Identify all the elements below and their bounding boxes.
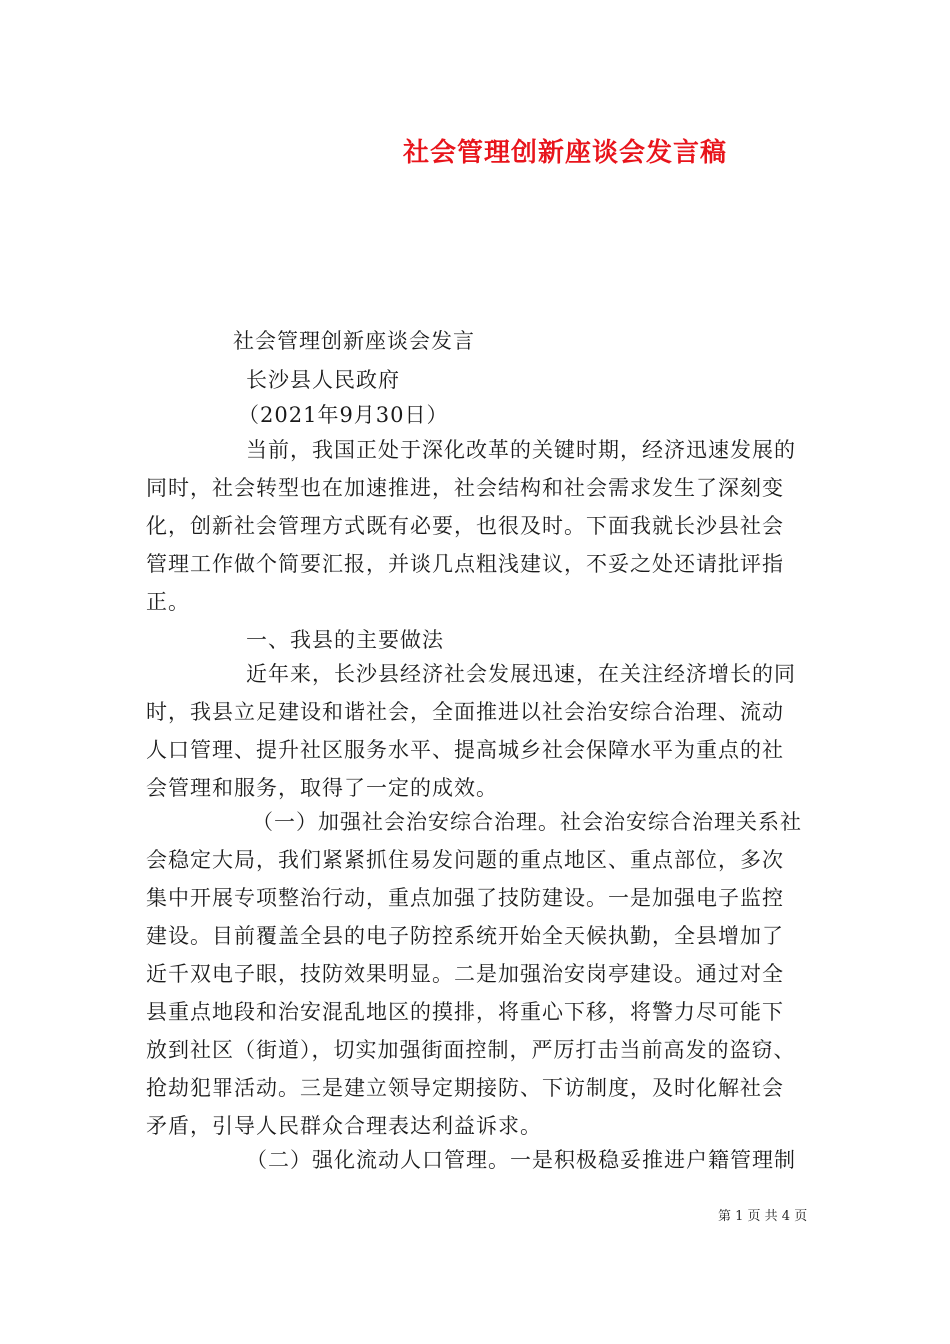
body-line: 矛盾，引导人民群众合理表达利益诉求。: [146, 1114, 542, 1138]
body-line: 管理工作做个简要汇报，并谈几点粗浅建议，不妥之处还请批评指: [146, 552, 784, 576]
date-line: （2021年9月30日）: [238, 403, 449, 427]
subsection-line: （一）加强社会治安综合治理。社会治安综合治理关系社: [252, 810, 802, 834]
document-title: 社会管理创新座谈会发言稿: [402, 138, 727, 168]
body-line: 时，我县立足建设和谐社会，全面推进以社会治安综合治理、流动: [146, 700, 784, 724]
body-line: 当前，我国正处于深化改革的关键时期，经济迅速发展的: [246, 438, 796, 462]
body-line: 同时，社会转型也在加速推进，社会结构和社会需求发生了深刻变: [146, 476, 784, 500]
page-number-footer: 第 1 页 共 4 页: [718, 1209, 808, 1224]
body-line: 放到社区（街道），切实加强街面控制，严厉打击当前高发的盗窃、: [146, 1038, 796, 1062]
body-line: 近千双电子眼，技防效果明显。二是加强治安岗亭建设。通过对全: [146, 962, 784, 986]
body-line: 化，创新社会管理方式既有必要，也很及时。下面我就长沙县社会: [146, 514, 784, 538]
body-line: 会管理和服务，取得了一定的成效。: [146, 776, 498, 800]
body-line: 会稳定大局，我们紧紧抓住易发问题的重点地区、重点部位，多次: [146, 848, 784, 872]
subsection-line: （二）强化流动人口管理。一是积极稳妥推进户籍管理制: [246, 1148, 796, 1172]
body-line: 抢劫犯罪活动。三是建立领导定期接防、下访制度，及时化解社会: [146, 1076, 784, 1100]
issuer-line: 长沙县人民政府: [246, 368, 400, 392]
body-line: 人口管理、提升社区服务水平、提高城乡社会保障水平为重点的社: [146, 738, 784, 762]
speech-title-line: 社会管理创新座谈会发言: [233, 329, 475, 353]
body-line: 近年来，长沙县经济社会发展迅速，在关注经济增长的同: [246, 662, 796, 686]
body-line: 集中开展专项整治行动，重点加强了技防建设。一是加强电子监控: [146, 886, 784, 910]
body-line: 正。: [146, 590, 190, 614]
section-heading: 一、我县的主要做法: [246, 628, 444, 652]
body-line: 县重点地段和治安混乱地区的摸排，将重心下移，将警力尽可能下: [146, 1000, 784, 1024]
body-line: 建设。目前覆盖全县的电子防控系统开始全天候执勤，全县增加了: [146, 924, 784, 948]
